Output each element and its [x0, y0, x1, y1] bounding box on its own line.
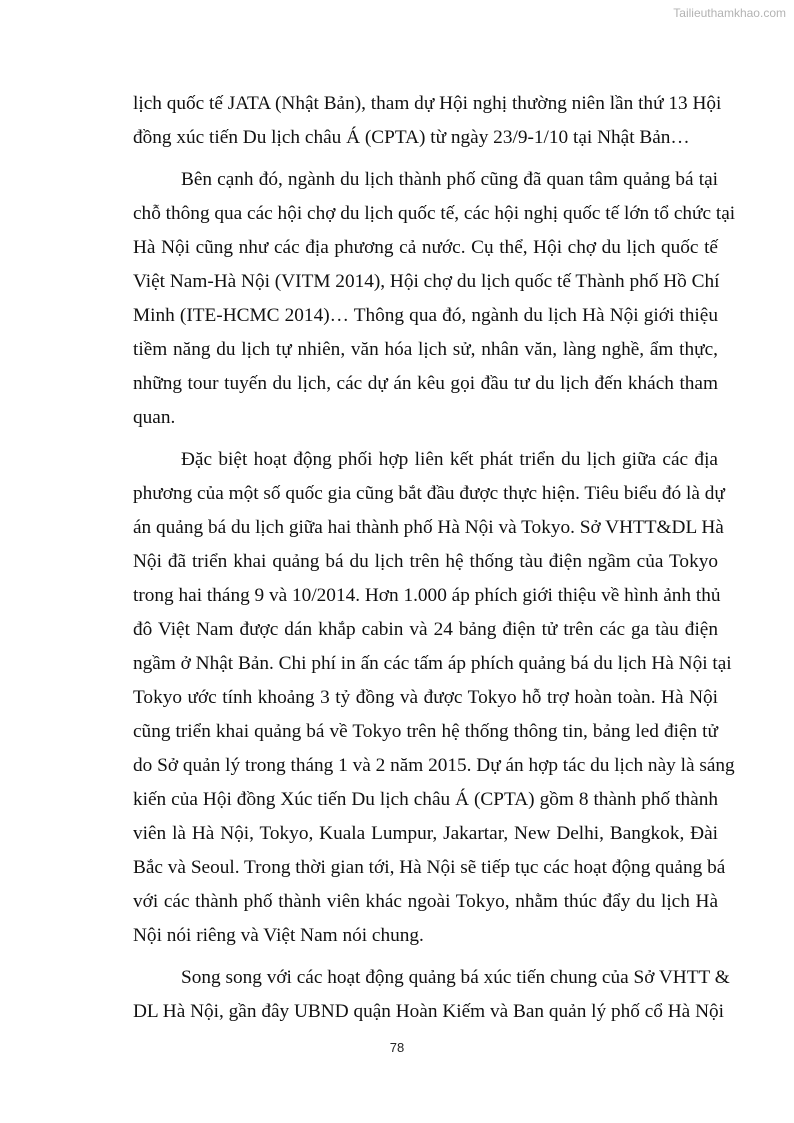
- text-line: tiềm năng du lịch tự nhiên, văn hóa lịch sử, nhân văn, làng nghề, ẩm thực,: [133, 339, 718, 360]
- text-line: Nội đã triển khai quảng bá du lịch trên hệ thống tàu điện ngầm của Tokyo: [133, 551, 718, 572]
- text-line: Tokyo ước tính khoảng 3 tỷ đồng và được Tokyo hỗ trợ hoàn toàn. Hà Nội: [133, 687, 718, 708]
- text-line: Hà Nội cũng như các địa phương cả nước. Cụ thể, Hội chợ du lịch quốc tế: [133, 237, 718, 258]
- text-line: phương của một số quốc gia cũng bắt đầu được thực hiện. Tiêu biểu đó là dự: [133, 483, 725, 504]
- text-line: ngầm ở Nhật Bản. Chi phí in ấn các tấm áp phích quảng bá du lịch Hà Nội tại: [133, 653, 732, 674]
- text-line: Song song với các hoạt động quảng bá xúc tiến chung của Sở VHTT &: [181, 967, 730, 988]
- text-line: Bên cạnh đó, ngành du lịch thành phố cũng đã quan tâm quảng bá tại: [181, 169, 718, 190]
- text-line: đồng xúc tiến Du lịch châu Á (CPTA) từ ngày 23/9-1/10 tại Nhật Bản…: [133, 127, 690, 148]
- text-line: Bắc và Seoul. Trong thời gian tới, Hà Nội sẽ tiếp tục các hoạt động quảng bá: [133, 857, 726, 878]
- text-line: do Sở quản lý trong tháng 1 và 2 năm 2015. Dự án hợp tác du lịch này là sáng: [133, 755, 735, 776]
- text-line: với các thành phố thành viên khác ngoài Tokyo, nhằm thúc đẩy du lịch Hà: [133, 891, 718, 912]
- paragraph: [133, 443, 735, 953]
- text-line: Minh (ITE-HCMC 2014)… Thông qua đó, ngành du lịch Hà Nội giới thiệu: [133, 305, 718, 326]
- text-line: viên là Hà Nội, Tokyo, Kuala Lumpur, Jakartar, New Delhi, Bangkok, Đài: [133, 823, 718, 844]
- watermark: Tailieuthamkhao.com: [673, 6, 786, 20]
- paragraph: [133, 163, 736, 435]
- text-line: những tour tuyến du lịch, các dự án kêu gọi đầu tư du lịch đến khách tham: [133, 373, 718, 394]
- document-body: [133, 87, 736, 1037]
- text-line: lịch quốc tế JATA (Nhật Bản), tham dự Hội nghị thường niên lần thứ 13 Hội: [133, 93, 722, 114]
- paragraph: [133, 961, 730, 1029]
- text-line: quan.: [133, 407, 176, 428]
- text-line: kiến của Hội đồng Xúc tiến Du lịch châu Á (CPTA) gồm 8 thành phố thành: [133, 789, 718, 810]
- paragraph: [133, 87, 722, 155]
- page-number: 78: [389, 1040, 405, 1055]
- text-line: chỗ thông qua các hội chợ du lịch quốc tế, các hội nghị quốc tế lớn tổ chức tại: [133, 203, 736, 224]
- text-line: Việt Nam-Hà Nội (VITM 2014), Hội chợ du lịch quốc tế Thành phố Hồ Chí: [133, 271, 720, 292]
- text-line: Đặc biệt hoạt động phối hợp liên kết phát triển du lịch giữa các địa: [181, 449, 718, 470]
- text-line: DL Hà Nội, gần đây UBND quận Hoàn Kiếm và Ban quản lý phố cổ Hà Nội: [133, 1001, 724, 1022]
- text-line: án quảng bá du lịch giữa hai thành phố Hà Nội và Tokyo. Sở VHTT&DL Hà: [133, 517, 724, 538]
- text-line: cũng triển khai quảng bá về Tokyo trên hệ thống thông tin, bảng led điện tử: [133, 721, 718, 742]
- text-line: trong hai tháng 9 và 10/2014. Hơn 1.000 áp phích giới thiệu về hình ảnh thủ: [133, 585, 721, 606]
- text-line: đô Việt Nam được dán khắp cabin và 24 bảng điện tử trên các ga tàu điện: [133, 619, 718, 640]
- text-line: Nội nói riêng và Việt Nam nói chung.: [133, 925, 424, 946]
